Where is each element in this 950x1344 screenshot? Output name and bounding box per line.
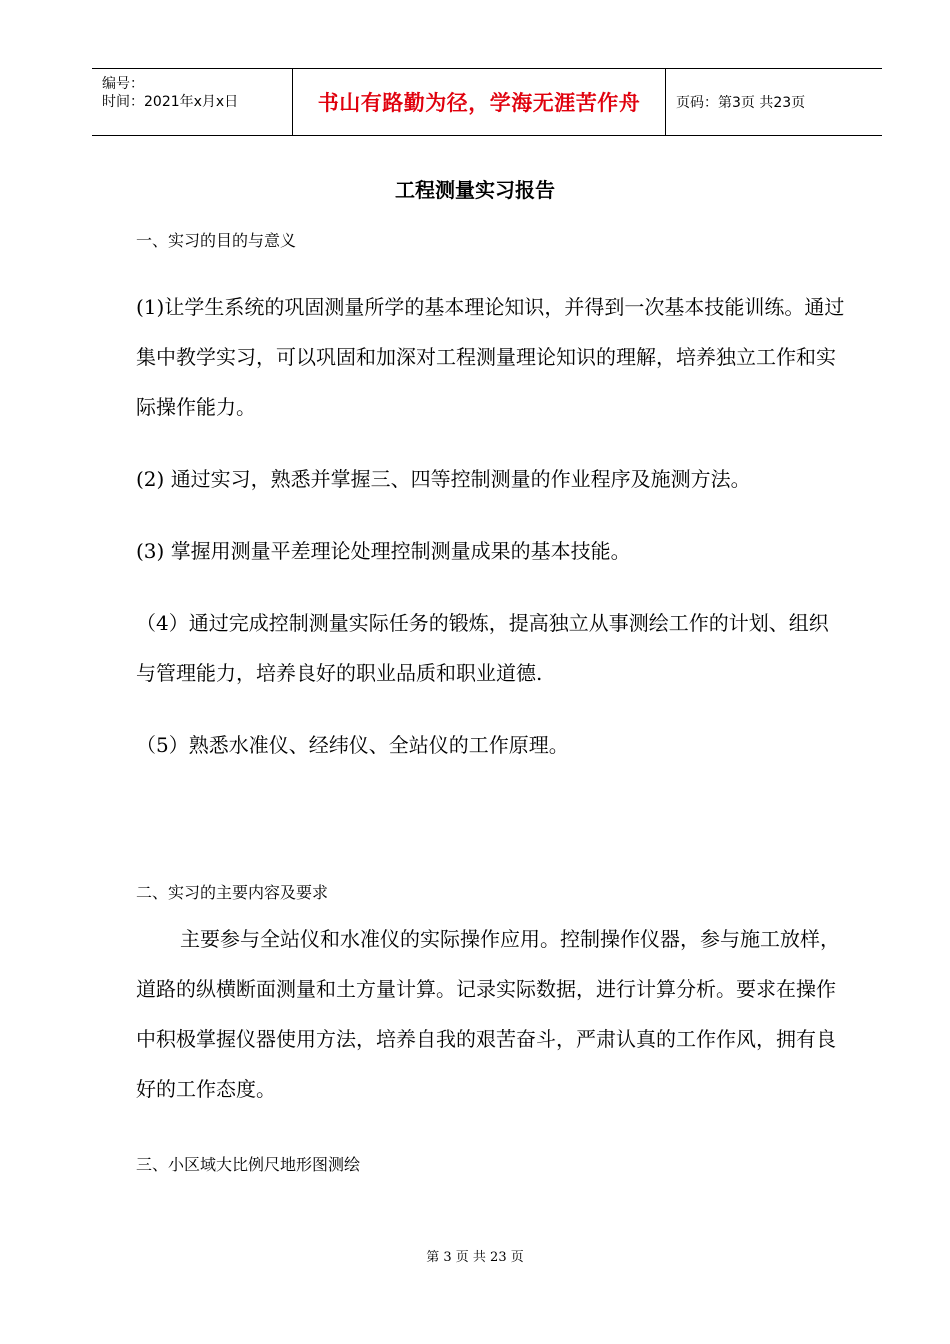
section-heading-3: 三、小区域大比例尺地形图测绘: [136, 1155, 361, 1174]
number-label: 编号：: [102, 76, 144, 92]
paragraph-1-3: (3) 掌握用测量平差理论处理控制测量成果的基本技能。: [136, 539, 631, 563]
paragraph-1-2: (2) 通过实习，熟悉并掌握三、四等控制测量的作业程序及施测方法。: [136, 467, 751, 491]
paragraph-1-5: （5）熟悉水准仪、经纬仪、全站仪的工作原理。: [136, 733, 569, 757]
header-page-cell: [666, 69, 882, 135]
header-motto-cell: [293, 69, 666, 135]
paragraph-1-1: (1)让学生系统的巩固测量所学的基本理论知识，并得到一次基本技能训练。通过集中教学实习，可以巩固和加深对工程测量理论知识的理解，培养独立工作和实际操作能力。: [136, 295, 845, 419]
section-heading-2: 二、实习的主要内容及要求: [136, 883, 329, 902]
time-label: 时间：2021年x月x日: [102, 94, 239, 110]
page-info: 页码：第3页 共23页: [676, 95, 806, 111]
page-footer: 第 3 页 共 23 页: [426, 1250, 524, 1265]
document-title: 工程测量实习报告: [395, 178, 555, 202]
paragraph-1-4: （4）通过完成控制测量实际任务的锻炼，提高独立从事测绘工作的计划、组织与管理能力，培养良好的职业品质和职业道德.: [136, 611, 829, 685]
header-meta-cell: [92, 69, 293, 135]
section-heading-1: 一、实习的目的与意义: [136, 231, 297, 250]
motto-text: 书山有路勤为径，学海无涯苦作舟: [317, 90, 641, 115]
header-table: [92, 68, 882, 136]
paragraph-2-1: 主要参与全站仪和水准仪的实际操作应用。控制操作仪器，参与施工放样，道路的纵横断面测量和土方量计算。记录实际数据，进行计算分析。要求在操作中积极掌握仪器使用方法，培养自我的艰苦奋斗，严肃认真的工作作风，拥有良好的工作态度。: [136, 927, 840, 1101]
